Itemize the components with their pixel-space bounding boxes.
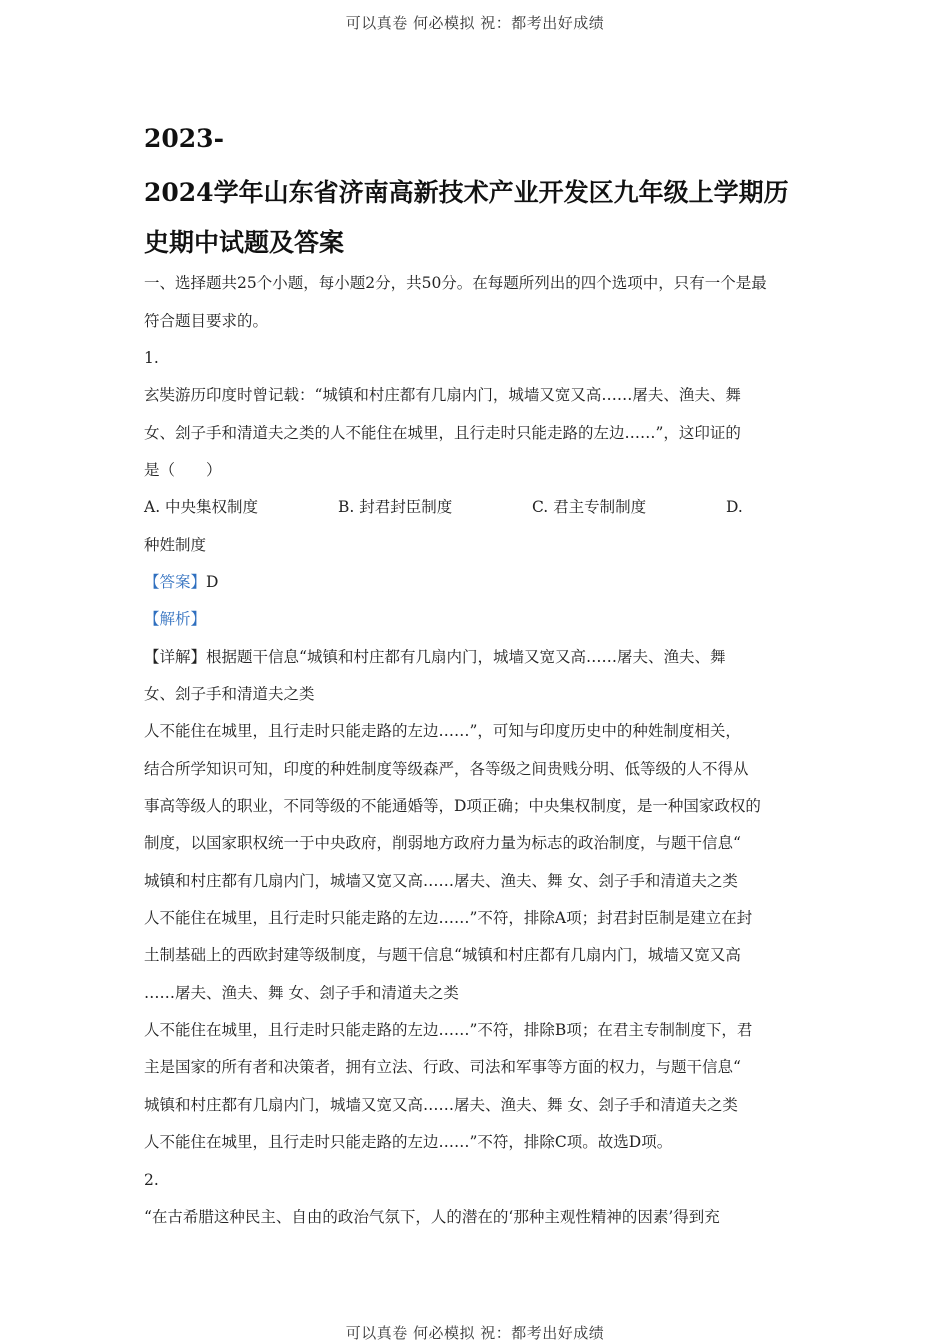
detail-line-3: 人不能住在城里，且行走时只能走路的左边……”，可知与印度历史中的种姓制度相关， <box>144 722 741 740</box>
question-1-stem-line-1: 玄奘游历印度时曾记载：“城镇和村庄都有几扇内门，城墙又宽又高……屠夫、渔夫、舞 <box>144 386 741 404</box>
detail-line-2: 女、刽子手和清道夫之类 <box>144 685 315 703</box>
question-1-option-d-text: 种姓制度 <box>144 536 207 554</box>
detail-line-8: 人不能住在城里，且行走时只能走路的左边……”不符，排除A项；封君封臣制是建立在封 <box>144 909 753 927</box>
question-2-number: 2. <box>144 1171 159 1189</box>
question-1-stem-line-3: 是（ ） <box>144 461 222 479</box>
doc-title-line-2: 2024学年山东省济南高新技术产业开发区九年级上学期历 <box>144 178 789 207</box>
question-1-answer <box>144 572 218 592</box>
section-instructions-line-2: 符合题目要求的。 <box>144 312 269 330</box>
answer-value: D <box>206 573 219 591</box>
analysis-label: 【解析】 <box>144 610 207 628</box>
question-1-number: 1. <box>144 349 159 367</box>
question-1-option-d: D. <box>726 498 743 516</box>
detail-line-13: 城镇和村庄都有几扇内门，城墙又宽又高……屠夫、渔夫、舞 女、刽子手和清道夫之类 <box>144 1096 738 1114</box>
detail-line-6: 制度，以国家职权统一于中央政府，削弱地方政府力量为标志的政治制度，与题干信息“ <box>144 834 741 852</box>
question-1-option-a: A. 中央集权制度 <box>144 498 259 516</box>
detail-line-1 <box>144 647 725 667</box>
answer-label: 【答案】 <box>144 573 207 591</box>
question-2-stem-line-1: “在古希腊这种民主、自由的政治气氛下，人的潜在的‘那种主观性精神的因素’得到充 <box>144 1208 720 1226</box>
detail-line-7: 城镇和村庄都有几扇内门，城墙又宽又高……屠夫、渔夫、舞 女、刽子手和清道夫之类 <box>144 872 738 890</box>
doc-title-line-1: 2023- <box>144 124 224 153</box>
doc-title-line-3: 史期中试题及答案 <box>144 228 345 257</box>
detail-line-14: 人不能住在城里，且行走时只能走路的左边……”不符，排除C项。故选D项。 <box>144 1133 673 1151</box>
question-1-option-c: C. 君主专制制度 <box>532 498 647 516</box>
detail-line-11: 人不能住在城里，且行走时只能走路的左边……”不符，排除B项；在君主专制制度下，君 <box>144 1021 753 1039</box>
page-header: 可以真卷 何必模拟 祝：都考出好成绩 <box>345 14 605 32</box>
detail-line-10: ……屠夫、渔夫、舞 女、刽子手和清道夫之类 <box>144 984 459 1002</box>
section-instructions-line-1: 一、选择题共25个小题，每小题2分，共50分。在每题所列出的四个选项中，只有一个是最 <box>144 274 767 292</box>
detail-text-1: 根据题干信息“城镇和村庄都有几扇内门，城墙又宽又高……屠夫、渔夫、舞 <box>206 648 726 666</box>
detail-label: 【详解】 <box>144 648 207 666</box>
detail-line-9: 土制基础上的西欧封建等级制度，与题干信息“城镇和村庄都有几扇内门，城墙又宽又高 <box>144 946 741 964</box>
page-footer: 可以真卷 何必模拟 祝：都考出好成绩 <box>345 1324 605 1342</box>
detail-line-5: 事高等级人的职业，不同等级的不能通婚等，D项正确；中央集权制度，是一种国家政权的 <box>144 797 761 815</box>
question-1-stem-line-2: 女、刽子手和清道夫之类的人不能住在城里，且行走时只能走路的左边……”，这印证的 <box>144 424 741 442</box>
question-1-option-b: B. 封君封臣制度 <box>338 498 453 516</box>
detail-line-4: 结合所学知识可知，印度的种姓制度等级森严，各等级之间贵贱分明、低等级的人不得从 <box>144 760 749 778</box>
detail-line-12: 主是国家的所有者和决策者，拥有立法、行政、司法和军事等方面的权力，与题干信息“ <box>144 1058 741 1076</box>
